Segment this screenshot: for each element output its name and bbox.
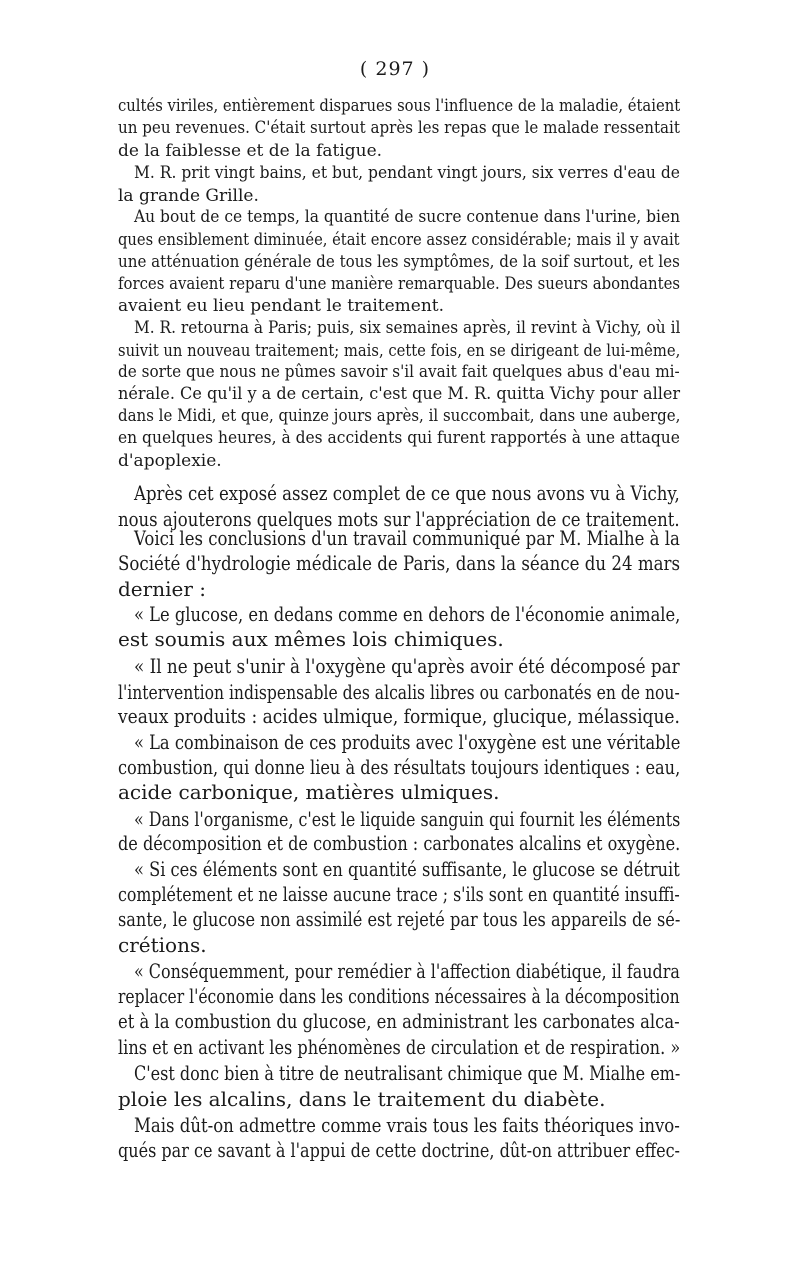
text-line: lins et en activant les phénomènes de circulation et de respiration. » — [118, 1034, 681, 1059]
text-line: replacer l'économie dans les conditions nécessaires à la décomposition — [118, 984, 680, 1009]
text-line: combustion, qui donne lieu à des résultats toujours identiques : eau, — [118, 755, 681, 780]
text-line: M. R. prit vingt bains, et but, pendant vingt jours, six verres d'eau de — [134, 163, 680, 184]
text-line: la grande Grille. — [118, 186, 259, 207]
text-line: ploie les alcalins, dans le traitement du diabète. — [118, 1087, 606, 1112]
text-line: en quelques heures, à des accidents qui furent rapportés à une attaque — [118, 428, 680, 449]
text-line: veaux produits : acides ulmique, formique, glucique, mélassique. — [118, 704, 680, 729]
text-line: crétions. — [118, 933, 207, 958]
text-line: avaient eu lieu pendant le traitement. — [118, 296, 445, 317]
text-line: et à la combustion du glucose, en administrant les carbonates alca- — [118, 1009, 680, 1034]
text-line: dans le Midi, et que, quinze jours après, il succombait, dans une auberge, — [118, 406, 681, 427]
text-line: Société d'hydrologie médicale de Paris, dans la séance du 24 mars — [118, 551, 681, 576]
text-line: acide carbonique, matières ulmiques. — [118, 780, 500, 805]
text-line: qués par ce savant à l'appui de cette doctrine, dût-on attribuer effec- — [118, 1138, 680, 1162]
text-line: l'intervention indispensable des alcalis libres ou carbonatés en de nou- — [118, 679, 680, 704]
text-line: d'apoplexie. — [118, 450, 222, 471]
text-line: de décomposition et de combustion : carbonates alcalins et oxygène. — [118, 831, 681, 856]
text-line: « Si ces éléments sont en quantité suffisante, le glucose se détruit — [134, 856, 680, 881]
text-line: un peu revenues. C'était surtout après les repas que le malade ressentait — [118, 117, 680, 138]
text-line: Au bout de ce temps, la quantité de sucre contenue dans l'urine, bien — [134, 207, 681, 228]
text-line: « Il ne peut s'unir à l'oxygène qu'après avoir été décomposé par — [134, 653, 680, 678]
text-line: de la faiblesse et de la fatigue. — [118, 140, 383, 161]
text-line: dernier : — [118, 576, 206, 601]
text-line: sante, le glucose non assimilé est rejeté par tous les appareils de sé- — [118, 907, 681, 932]
text-line: nous ajouterons quelques mots sur l'appréciation de ce traitement. — [118, 506, 680, 531]
text-line: « Le glucose, en dedans comme en dehors de l'économie animale, — [134, 602, 681, 627]
text-line: Mais dût-on admettre comme vrais tous les faits théoriques invo- — [134, 1112, 680, 1137]
text-line: « Dans l'organisme, c'est le liquide sanguin qui fournit les éléments — [134, 806, 681, 831]
text-line: est soumis aux mêmes lois chimiques. — [118, 627, 504, 652]
text-line: cultés viriles, entièrement disparues sous l'influence de la maladie, étaient — [118, 96, 681, 116]
text-line: Voici les conclusions d'un travail communiqué par M. Mialhe à la — [134, 526, 680, 551]
text-line: nérale. Ce qu'il y a de certain, c'est que M. R. quitta Vichy pour aller — [118, 384, 681, 405]
text-line: ques ensiblement diminuée, était encore assez considérable; mais il y avait — [118, 229, 680, 250]
text-line: suivit un nouveau traitement; mais, cette fois, en se dirigeant de lui-même, — [118, 340, 681, 361]
text-line: complétement et ne laisse aucune trace ; s'ils sont en quantité insuffi- — [118, 881, 680, 906]
page-number: ( 297 ) — [359, 58, 431, 80]
text-line: C'est donc bien à titre de neutralisant chimique que M. Mialhe em- — [134, 1061, 681, 1086]
text-line: de sorte que nous ne pûmes savoir s'il avait fait quelques abus d'eau mi- — [118, 361, 680, 382]
text-line: Après cet exposé assez complet de ce que nous avons vu à Vichy, — [134, 480, 680, 505]
text-line: forces avaient reparu d'une manière remarquable. Des sueurs abondantes — [118, 274, 681, 295]
text-line: M. R. retourna à Paris; puis, six semaines après, il revint à Vichy, où il — [134, 318, 681, 339]
text-line: « La combinaison de ces produits avec l'oxygène est une véritable — [134, 729, 681, 754]
text-line: une atténuation générale de tous les symptômes, de la soif surtout, et les — [118, 251, 680, 272]
text-line: « Conséquemment, pour remédier à l'affection diabétique, il faudra — [134, 958, 680, 983]
